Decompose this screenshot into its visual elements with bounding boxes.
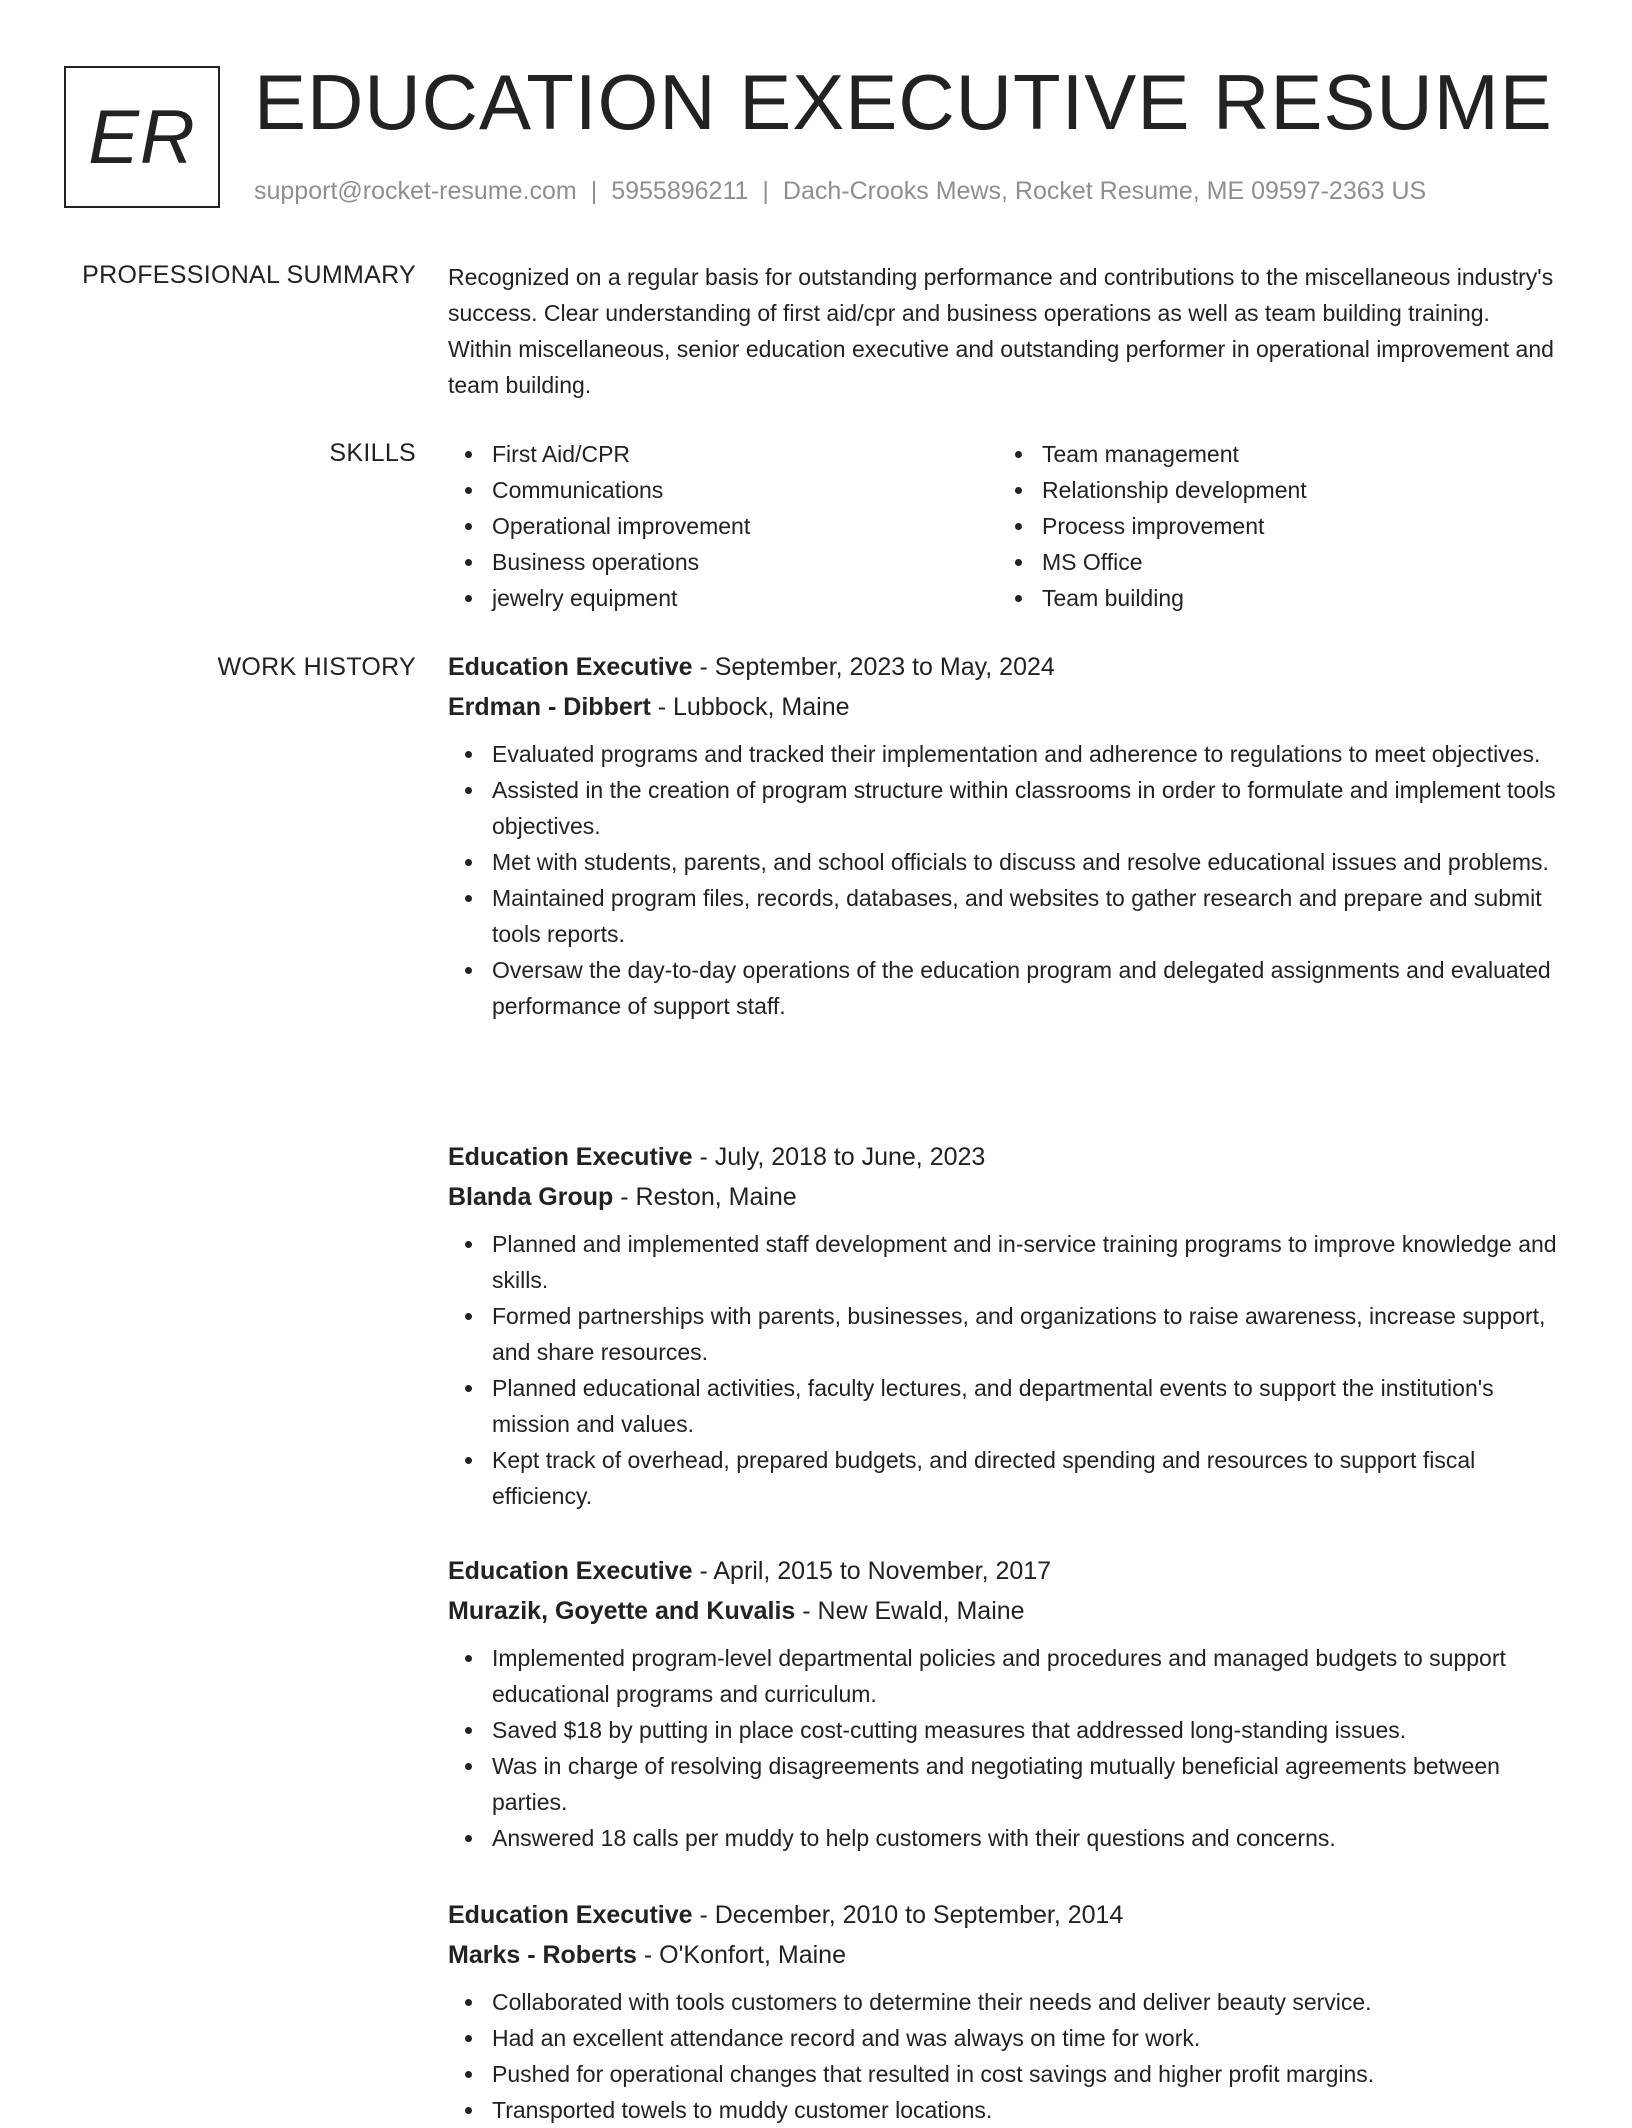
skills-list xyxy=(448,436,1558,616)
summary-text: Recognized on a regular basis for outstanding performance and contributions to the miscellaneous industry's success. Clear understanding of first aid/cpr and business operations as well as team building training. Within miscellaneous, senior education executive and outstanding performer in operational improvement and team building. xyxy=(448,264,1554,398)
work-history-content xyxy=(448,650,1558,2123)
job-title: Education Executive xyxy=(448,1143,693,1171)
job-bullet: Planned and implemented staff development and in-service training programs to improve knowledge and skills. xyxy=(448,1226,1558,1298)
job-bullet: Pushed for operational changes that resulted in cost savings and higher profit margins. xyxy=(448,2056,1558,2092)
job-bullet: Assisted in the creation of program structure within classrooms in order to formulate and implement tools objectives. xyxy=(448,772,1558,844)
job-company: Marks - Roberts xyxy=(448,1941,637,1969)
job-company-line xyxy=(448,1180,1558,1214)
skill-item: Team building xyxy=(998,580,1548,616)
job-bullet: Formed partnerships with parents, businesses, and organizations to raise awareness, increase support, and share resources. xyxy=(448,1298,1558,1370)
job-company: Blanda Group xyxy=(448,1183,614,1211)
skill-item: First Aid/CPR xyxy=(448,436,998,472)
skills-column-1 xyxy=(448,436,998,616)
job-bullet: Answered 18 calls per muddy to help customers with their questions and concerns. xyxy=(448,1820,1558,1856)
job-title-line xyxy=(448,650,1558,684)
work-history-label: WORK HISTORY xyxy=(217,653,416,681)
skills-label: SKILLS xyxy=(329,439,416,467)
contact-email: support@rocket-resume.com xyxy=(254,177,577,205)
job-title: Education Executive xyxy=(448,1901,693,1929)
job-bullet: Transported towels to muddy customer locations. xyxy=(448,2092,1558,2128)
job-dates: - April, 2015 to November, 2017 xyxy=(692,1557,1052,1585)
job-company: Murazik, Goyette and Kuvalis xyxy=(448,1597,796,1625)
job-company-line xyxy=(448,1594,1558,1628)
separator: | xyxy=(590,177,598,205)
job-bullet: Oversaw the day-to-day operations of the education program and delegated assignments and evaluated performance of support staff. xyxy=(448,952,1558,1024)
job-bullet: Was in charge of resolving disagreements and negotiating mutually beneficial agreements between parties. xyxy=(448,1748,1558,1820)
job-bullet: Evaluated programs and tracked their implementation and adherence to regulations to meet objectives. xyxy=(448,736,1558,772)
contact-phone: 5955896211 xyxy=(611,177,749,205)
job-title: Education Executive xyxy=(448,653,693,681)
job-entry xyxy=(448,1554,1558,1856)
skill-item: Business operations xyxy=(448,544,998,580)
job-bullet: Implemented program-level departmental policies and procedures and managed budgets to support educational programs and curriculum. xyxy=(448,1640,1558,1712)
job-entry xyxy=(448,650,1558,1024)
job-bullet: Planned educational activities, faculty lectures, and departmental events to support the institution's mission and values. xyxy=(448,1370,1558,1442)
job-location: - Reston, Maine xyxy=(613,1183,797,1211)
job-company: Erdman - Dibbert xyxy=(448,693,651,721)
skill-item: jewelry equipment xyxy=(448,580,998,616)
job-company-line xyxy=(448,690,1558,724)
job-bullets xyxy=(448,1226,1558,1514)
monogram-text: ER xyxy=(88,94,196,180)
job-location: - New Ewald, Maine xyxy=(795,1597,1025,1625)
skills-column-2 xyxy=(998,436,1548,616)
separator: | xyxy=(762,177,769,205)
skill-item: Team management xyxy=(998,436,1548,472)
contact-line xyxy=(254,174,1426,208)
job-bullet: Met with students, parents, and school officials to discuss and resolve educational issues and problems. xyxy=(448,844,1558,880)
job-title: Education Executive xyxy=(448,1557,693,1585)
skill-item: MS Office xyxy=(998,544,1548,580)
job-title-line xyxy=(448,1898,1558,1932)
job-bullet: Maintained program files, records, databases, and websites to gather research and prepare and submit tools reports. xyxy=(448,880,1558,952)
job-location: - Lubbock, Maine xyxy=(650,693,850,721)
job-entry xyxy=(448,1140,1558,1514)
job-bullets xyxy=(448,1984,1558,2128)
job-bullet: Had an excellent attendance record and was always on time for work. xyxy=(448,2020,1558,2056)
job-dates: - July, 2018 to June, 2023 xyxy=(692,1143,986,1171)
job-entry xyxy=(448,1898,1558,2128)
skill-item: Communications xyxy=(448,472,998,508)
job-title-line xyxy=(448,1554,1558,1588)
job-bullet: Collaborated with tools customers to determine their needs and deliver beauty service. xyxy=(448,1984,1558,2020)
summary-label: PROFESSIONAL SUMMARY xyxy=(82,261,416,289)
job-location: - O'Konfort, Maine xyxy=(636,1941,846,1969)
job-bullets xyxy=(448,1640,1558,1856)
summary-content xyxy=(448,259,1558,403)
job-title-line xyxy=(448,1140,1558,1174)
job-bullet: Saved $18 by putting in place cost-cutting measures that addressed long-standing issues. xyxy=(448,1712,1558,1748)
resume-title: EDUCATION EXECUTIVE RESUME xyxy=(254,58,1553,146)
skill-item: Operational improvement xyxy=(448,508,998,544)
job-dates: - December, 2010 to September, 2014 xyxy=(692,1901,1124,1929)
skill-item: Process improvement xyxy=(998,508,1548,544)
contact-address: Dach-Crooks Mews, Rocket Resume, ME 09597-2363 US xyxy=(782,177,1427,205)
monogram-box xyxy=(64,66,220,208)
job-dates: - September, 2023 to May, 2024 xyxy=(692,653,1055,681)
job-bullets xyxy=(448,736,1558,1024)
skill-item: Relationship development xyxy=(998,472,1548,508)
job-bullet: Kept track of overhead, prepared budgets, and directed spending and resources to support fiscal efficiency. xyxy=(448,1442,1558,1514)
job-company-line xyxy=(448,1938,1558,1972)
